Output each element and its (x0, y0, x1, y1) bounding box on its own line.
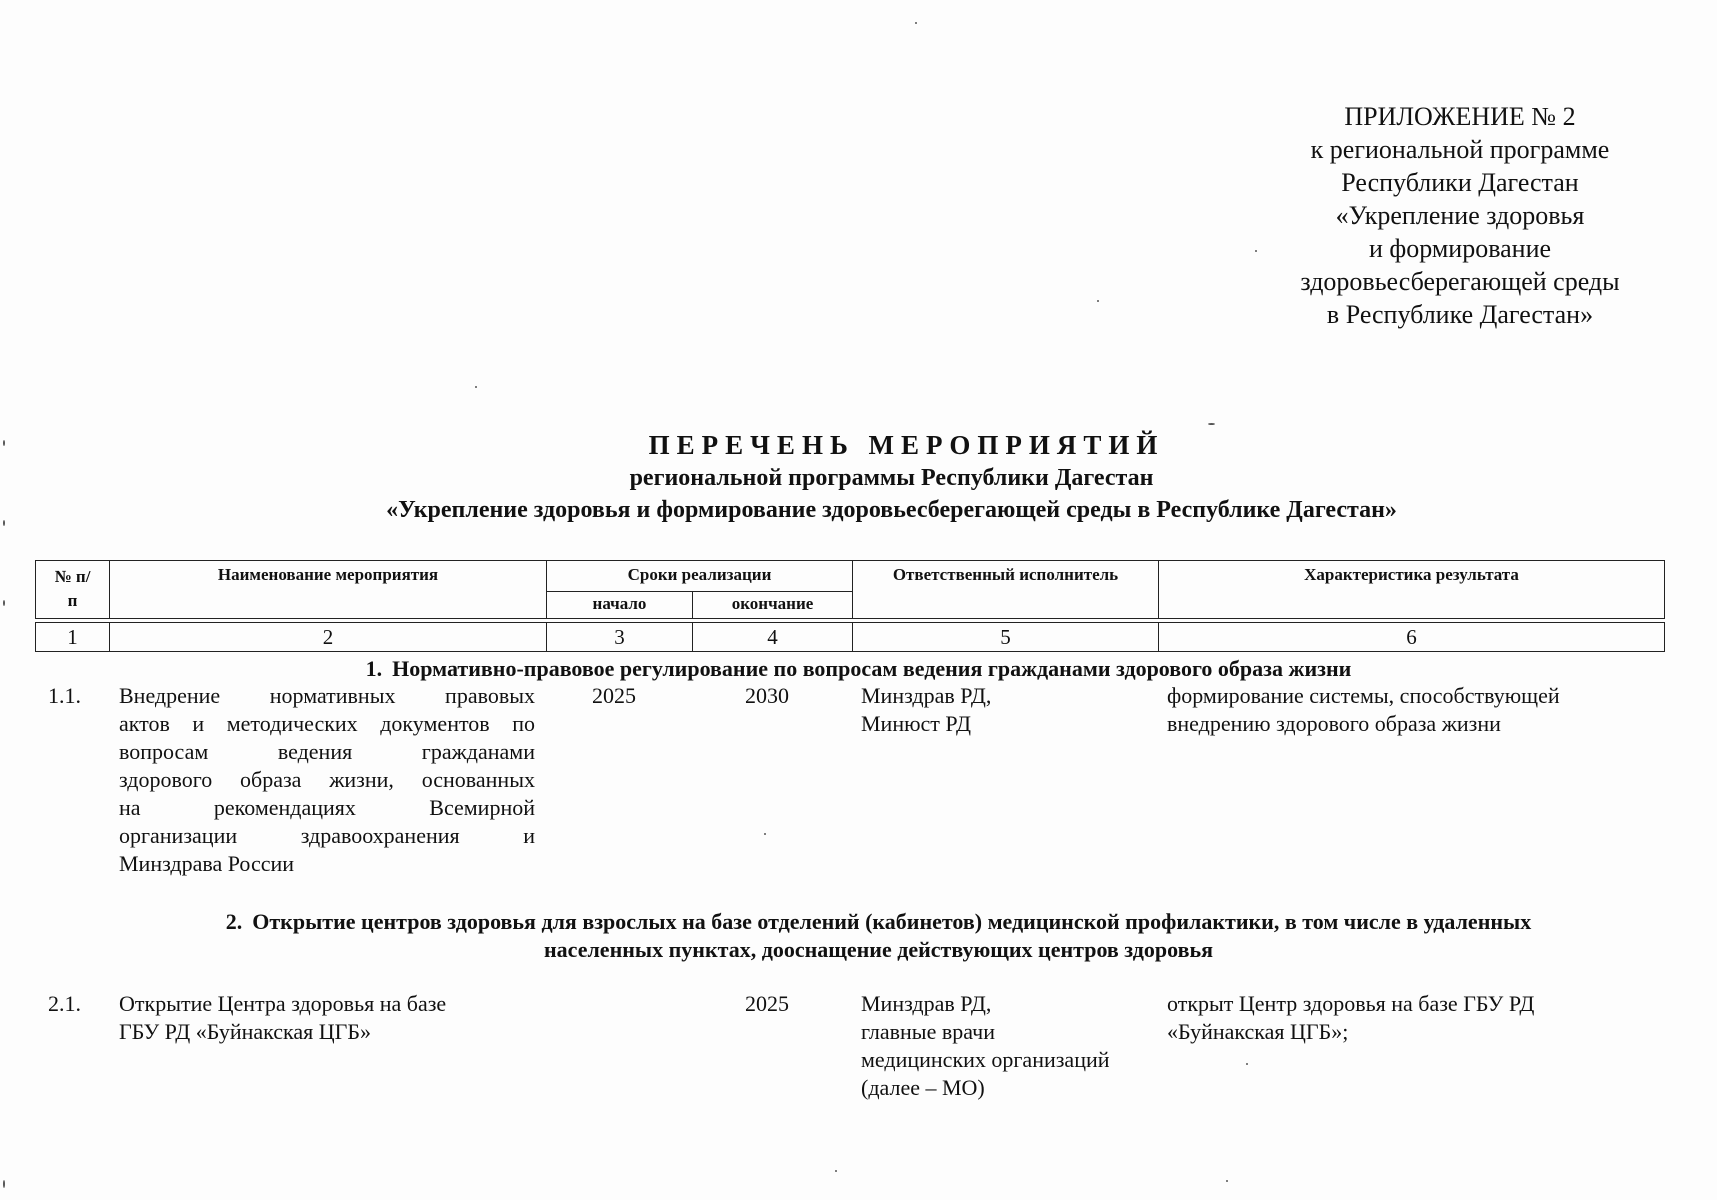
activity-line: актов и методических документов по (119, 711, 535, 736)
activity-line: Открытие Центра здоровья на базе (119, 991, 447, 1016)
scan-speck (764, 833, 766, 835)
scan-speck (3, 520, 5, 526)
appendix-line: к региональной программе (1310, 135, 1610, 164)
row-number: 1.1. (48, 683, 81, 708)
scan-speck (3, 440, 5, 446)
row-activity-name (119, 990, 535, 1046)
appendix-line: в Республике Дагестан» (1326, 300, 1594, 329)
result-line: внедрению здорового образа жизни (1167, 711, 1501, 736)
header-col-end: окончание (693, 592, 853, 619)
column-number: 4 (693, 623, 853, 652)
row-activity-name (119, 682, 535, 878)
scan-speck (835, 1170, 837, 1172)
section-title-line: населенных пунктах, дооснащение действующих центров здоровья (543, 937, 1213, 962)
section-heading (0, 655, 1717, 683)
row-result (1167, 682, 1627, 738)
appendix-line: Республики Дагестан (1341, 168, 1579, 197)
row-executor (861, 682, 1161, 738)
scan-speck (3, 600, 5, 606)
executor-line: (далее – МО) (861, 1075, 985, 1100)
column-number: 3 (547, 623, 693, 652)
section-number: 1. (365, 656, 383, 681)
appendix-line: «Укрепление здоровья (1335, 201, 1585, 230)
row-executor (861, 990, 1161, 1102)
scan-speck (1208, 423, 1215, 425)
row-number: 2.1. (48, 991, 81, 1016)
scan-speck (1255, 250, 1257, 252)
column-number: 6 (1159, 623, 1665, 652)
row-end-year: 2030 (745, 683, 789, 708)
title-main: ПЕРЕЧЕНЬ МЕРОПРИЯТИЙ (648, 430, 1165, 460)
row-result (1167, 990, 1627, 1046)
column-number: 2 (110, 623, 547, 652)
column-number: 1 (36, 623, 110, 652)
activity-line: организации здравоохранения и (119, 823, 535, 848)
row-end-year: 2025 (745, 991, 789, 1016)
activity-line: на рекомендациях Всемирной (119, 795, 535, 820)
executor-line: медицинских организаций (861, 1047, 1110, 1072)
header-col-num-label: № п/п (54, 567, 91, 610)
activity-line: Внедрение нормативных правовых (119, 683, 535, 708)
result-line: открыт Центр здоровья на базе ГБУ РД (1167, 991, 1535, 1016)
header-col-start: начало (547, 592, 693, 619)
section-title: Нормативно-правовое регулирование по вопросам ведения гражданами здорового образа жизни (392, 656, 1352, 681)
appendix-heading (1260, 100, 1660, 331)
executor-line: Минздрав РД, (861, 683, 992, 708)
scan-speck (915, 22, 917, 24)
executor-line: главные врачи (861, 1019, 995, 1044)
executor-line: Минюст РД (861, 711, 972, 736)
scan-speck (1226, 1180, 1228, 1182)
result-line: формирование системы, способствующей (1167, 683, 1560, 708)
activity-line: здорового образа жизни, основанных (119, 767, 535, 792)
activity-line: ГБУ РД «Буйнакская ЦГБ» (119, 1019, 372, 1044)
appendix-line: здоровьесберегающей среды (1300, 267, 1620, 296)
scan-speck (3, 1180, 5, 1188)
scan-speck (1246, 1063, 1248, 1065)
row-start-year: 2025 (592, 683, 636, 708)
activity-line: Минздрава России (119, 851, 295, 876)
header-col-name: Наименование мероприятия (110, 561, 547, 619)
executor-line: Минздрав РД, (861, 991, 992, 1016)
header-table (35, 560, 1665, 652)
result-line: «Буйнакская ЦГБ»; (1167, 1019, 1349, 1044)
header-col-terms: Сроки реализации (547, 561, 853, 592)
header-col-executor: Ответственный исполнитель (853, 561, 1159, 619)
section-heading (0, 908, 1717, 964)
appendix-line: и формирование (1368, 234, 1552, 263)
scan-speck (1097, 300, 1099, 302)
document-title (0, 428, 1717, 526)
activity-line: вопросам ведения гражданами (119, 739, 535, 764)
section-title-line (40, 908, 1717, 936)
section-title: Открытие центров здоровья для взрослых на базе отделений (кабинетов) медицинской профилактики, в том числе в удаленных (252, 909, 1532, 934)
section-number: 2. (225, 909, 243, 934)
appendix-line: ПРИЛОЖЕНИЕ № 2 (1344, 102, 1576, 131)
column-number: 5 (853, 623, 1159, 652)
header-col-result: Характеристика результата (1159, 561, 1665, 619)
title-line-2: региональной программы Республики Дагестан (629, 465, 1154, 491)
title-line-3: «Укрепление здоровья и формирование здоровьесберегающей среды в Республике Дагестан» (386, 497, 1397, 523)
scan-speck (475, 386, 477, 388)
header-col-num (36, 561, 110, 619)
